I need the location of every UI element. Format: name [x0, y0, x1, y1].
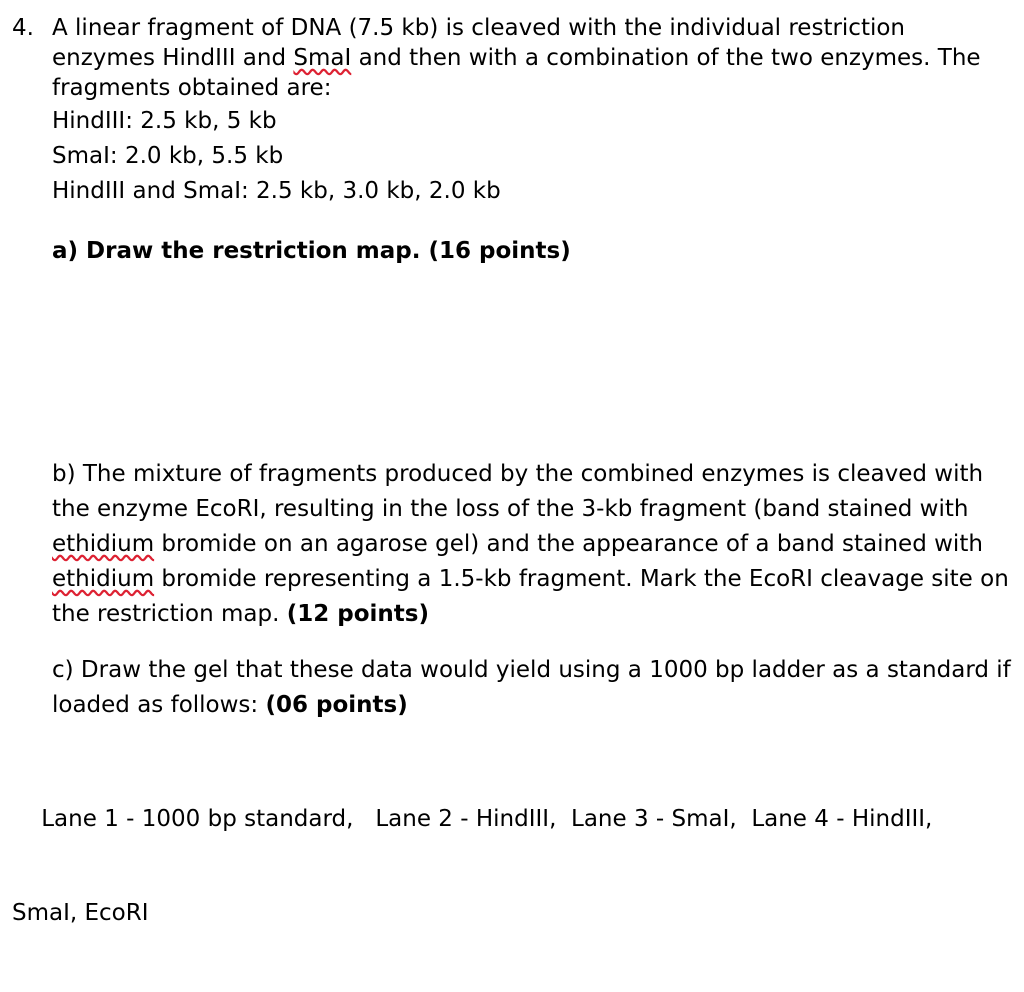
lane-loading-list	[12, 744, 932, 992]
part-c	[52, 655, 1011, 725]
part-b-line-3	[52, 529, 1009, 564]
part-b-line-2: the enzyme EcoRI, resulting in the loss of the 3-kb fragment (band stained with	[52, 496, 969, 522]
intro-line-3: fragments obtained are:	[52, 75, 332, 101]
part-b-line-4-rest: bromide representing a 1.5-kb fragment. Mark the EcoRI cleavage site on	[154, 566, 1009, 592]
part-b-line-3-rest: bromide on an agarose gel) and the appearance of a band stained with	[154, 531, 983, 557]
lanes-line-2: SmaI, EcoRI	[12, 900, 149, 926]
part-c-line-1: c) Draw the gel that these data would yield using a 1000 bp ladder as a standard if	[52, 657, 1011, 683]
part-a	[52, 236, 571, 271]
misspelled-word-ethidium: ethidium	[52, 566, 155, 592]
part-a-line	[52, 236, 571, 271]
part-b-line-4	[52, 564, 1009, 599]
part-b-line-5	[52, 599, 1009, 634]
part-b-line-5-text: the restriction map.	[52, 601, 287, 627]
part-b-points: (12 points)	[286, 601, 429, 627]
part-a-points: (16 points)	[428, 238, 571, 264]
question-number: 4.	[12, 15, 34, 41]
part-b	[52, 459, 1009, 634]
intro-line-2-start: enzymes HindIII and	[52, 45, 294, 71]
result-hindiii: HindIII: 2.5 kb, 5 kb	[52, 108, 277, 134]
intro-line-2	[52, 43, 1012, 73]
misspelled-word-smai: SmaI	[293, 45, 352, 71]
question-intro	[52, 13, 1012, 103]
part-c-line-2	[52, 690, 1011, 725]
result-combined: HindIII and SmaI: 2.5 kb, 3.0 kb, 2.0 kb	[52, 178, 501, 204]
lanes-line-1: Lane 1 - 1000 bp standard, Lane 2 - HindIII, Lane 3 - SmaI, Lane 4 - HindIII,	[12, 806, 933, 832]
part-b-line-1: b) The mixture of fragments produced by the combined enzymes is cleaved with	[52, 461, 984, 487]
intro-line-2-end: and then with a combination of the two enzymes. The	[351, 45, 981, 71]
result-smai: SmaI: 2.0 kb, 5.5 kb	[52, 143, 284, 169]
intro-line-1: A linear fragment of DNA (7.5 kb) is cleaved with the individual restriction	[52, 15, 906, 41]
misspelled-word-ethidium: ethidium	[52, 531, 155, 557]
digest-results	[52, 106, 501, 211]
part-c-line-2-text: loaded as follows:	[52, 692, 266, 718]
part-c-points: (06 points)	[265, 692, 408, 718]
part-a-text: a) Draw the restriction map.	[52, 238, 429, 264]
